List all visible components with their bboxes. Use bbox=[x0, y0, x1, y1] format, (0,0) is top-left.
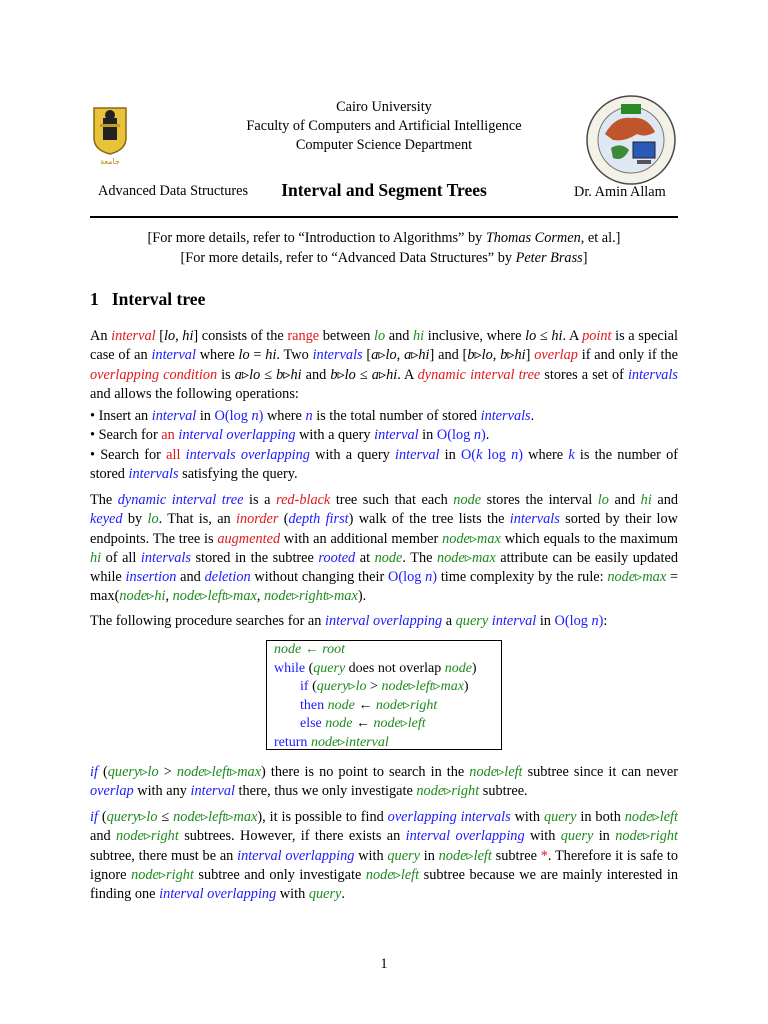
list-item: • Search for all intervals overlapping with a query interval in O(k log n) where k is the number of stored intervals satisfying the query. bbox=[90, 446, 679, 482]
references bbox=[90, 229, 678, 268]
code-line: then node ← node▹right bbox=[300, 697, 438, 713]
page-title: Interval and Segment Trees bbox=[281, 180, 487, 200]
code-line: return node▹interval bbox=[274, 734, 389, 750]
paragraph-dynamic-tree: The dynamic interval tree is a red-black tree such that each node stores the interval lo and hi and keyed by lo. That is, an inorder (depth first) walk of the tree lists the intervals sorted by their low endpoints. The tree is augmented with an additional member node▹max which equals to the maximum hi of all intervals stored in the subtree rooted at node. The node▹max attribute can be easily updated while insertion and deletion without changing their O(log n) time complexity by the rule: node▹max = max(node▹hi, node▹left▹max, node▹right▹max). bbox=[90, 492, 679, 605]
paragraph-definition: An interval [lo, hi] consists of the range between lo and hi inclusive, where lo ≤ hi. A point is a special case of an interval where lo = hi. Two intervals [a▹lo, a▹hi] and [b▹lo, b▹hi] overlap if and only if the overlapping condition is a▹lo ≤ b▹hi and b▹lo ≤ a▹hi. A dynamic interval tree stores a set of intervals and allows the following operations: bbox=[90, 328, 678, 402]
course-name: Advanced Data Structures bbox=[98, 183, 249, 199]
reference-1: [For more details, refer to “Introduction to Algorithms” by Thomas Cormen, et al.] bbox=[147, 230, 621, 246]
list-item: • Insert an interval in O(log n) where n is the total number of stored intervals. bbox=[90, 408, 535, 424]
search-procedure bbox=[266, 640, 502, 750]
operations-list bbox=[90, 407, 678, 484]
svg-text:ﺟﺎﻣﻌﺔ: ﺟﺎﻣﻌﺔ bbox=[100, 157, 120, 166]
code-line: node ← root bbox=[274, 642, 346, 657]
paragraph-if-less-equal: if (query▹lo ≤ node▹left▹max), it is possible to find overlapping intervals with query in both node▹left and node▹right subtrees. However, if there exists an interval overlapping with query in node▹right subtree, there must be an interval overlapping with query in node▹left subtree *. Therefore it is safe to ignore node▹right subtree and only investigate node▹left subtree because we are mainly interested in finding one interval overlapping with query. bbox=[90, 809, 678, 903]
code-line: else node ← node▹left bbox=[300, 716, 426, 732]
reference-2: [For more details, refer to “Advanced Data Structures” by Peter Brass] bbox=[180, 249, 588, 266]
paragraph-if-greater: if (query▹lo > node▹left▹max) there is no point to search in the node▹left subtree since it can never overlap with any interval there, thus we only investigate node▹right subtree. bbox=[90, 764, 678, 800]
faculty-name: Faculty of Computers and Artificial Intelligence bbox=[246, 118, 522, 134]
department-name: Computer Science Department bbox=[295, 137, 473, 153]
list-item: • Search for an interval overlapping with a query interval in O(log n). bbox=[90, 427, 490, 444]
university-name: Cairo University bbox=[336, 99, 432, 115]
author-name: Dr. Amin Allam bbox=[574, 184, 666, 200]
header-divider bbox=[90, 216, 678, 218]
page-number: 1 bbox=[380, 956, 388, 972]
code-line: if (query▹lo > node▹left▹max) bbox=[300, 679, 469, 695]
code-line: while (query does not overlap node) bbox=[274, 660, 477, 676]
section-heading: 1 Interval tree bbox=[90, 289, 206, 309]
paragraph-procedure-intro: The following procedure searches for an interval overlapping a query interval in O(log n): bbox=[90, 613, 608, 629]
